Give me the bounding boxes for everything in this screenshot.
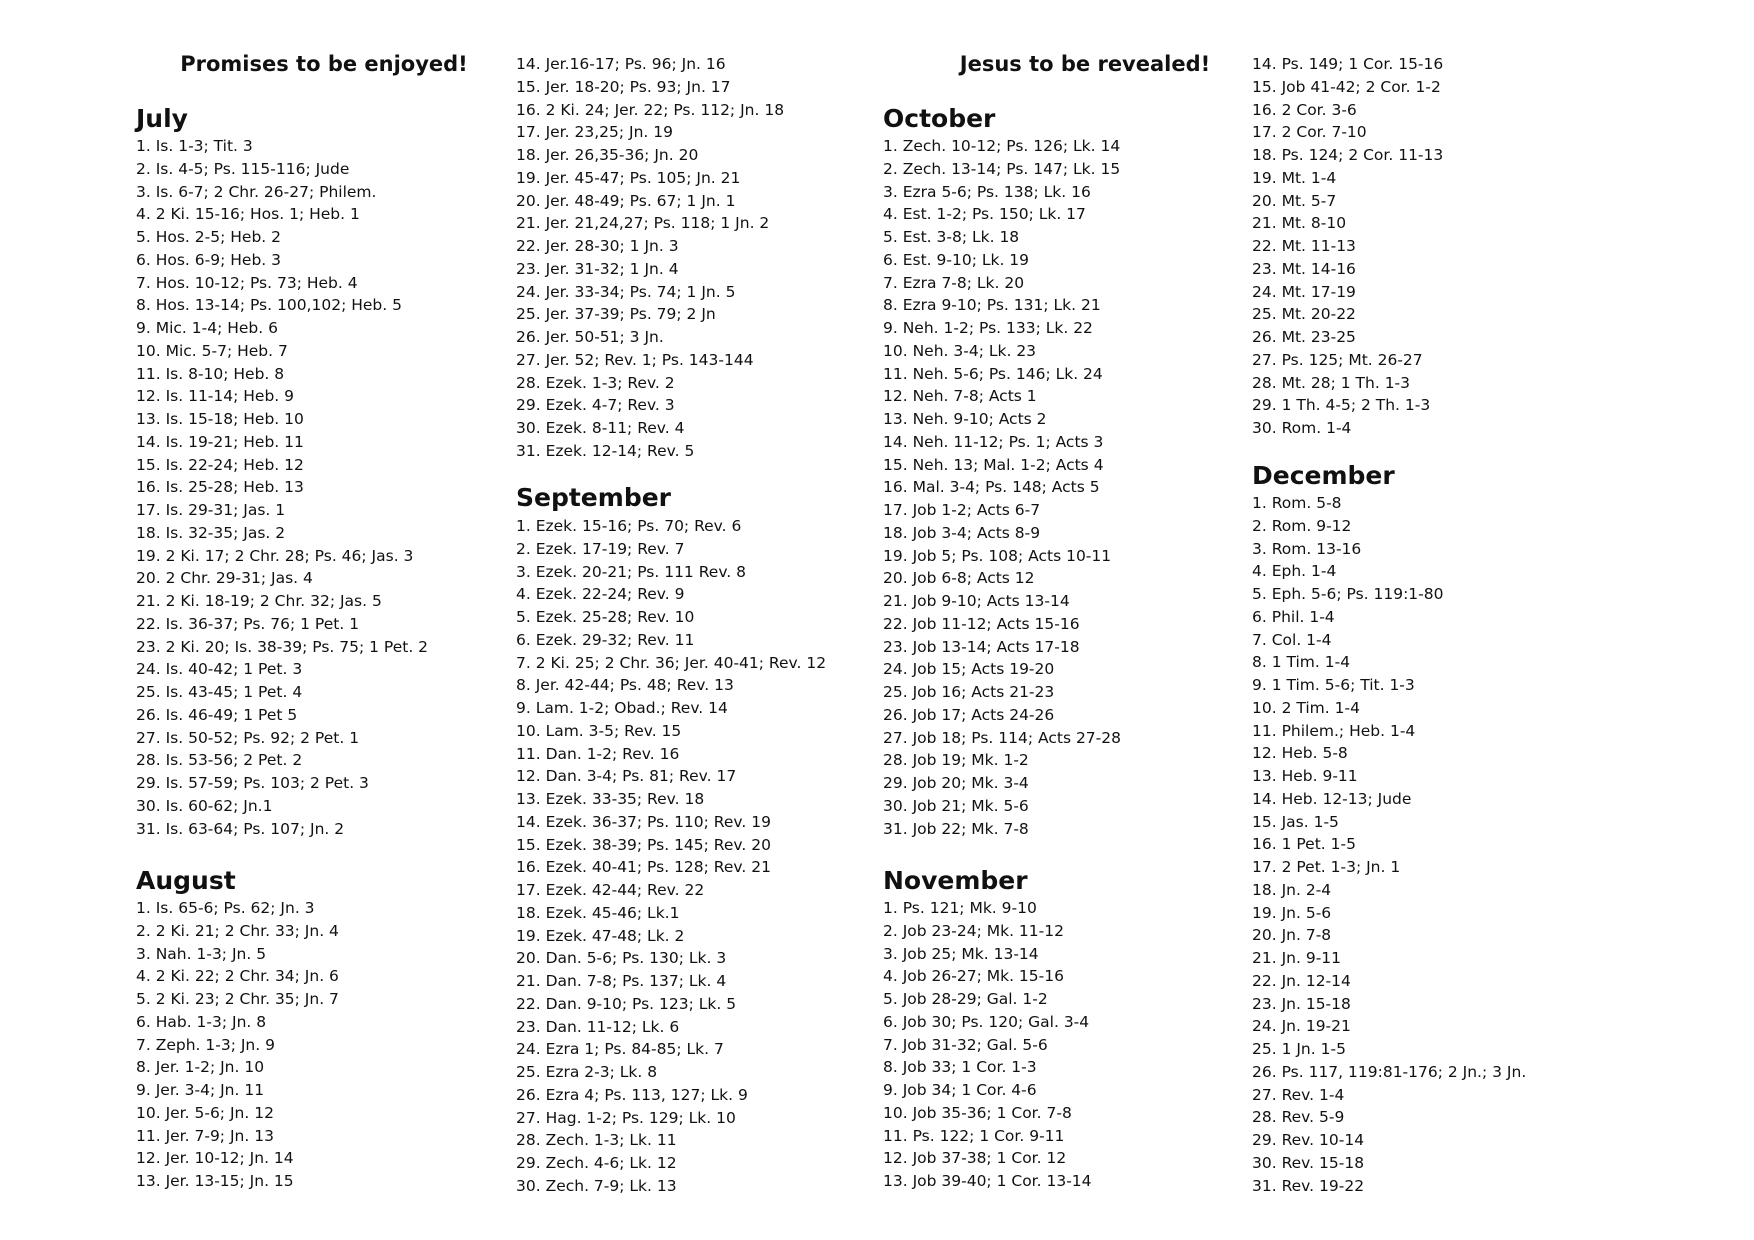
reading-item: 13. Job 39-40; 1 Cor. 13-14 [883,1172,1092,1190]
reading-item: 8. Hos. 13-14; Ps. 100,102; Heb. 5 [136,296,402,315]
reading-item: 22. Jer. 28-30; 1 Jn. 3 [516,237,679,255]
reading-item: 11. Is. 8-10; Heb. 8 [136,364,285,383]
reading-item: 8. Jer. 1-2; Jn. 10 [136,1058,265,1077]
reading-item: 3. Job 25; Mk. 13-14 [883,944,1039,963]
reading-item: 30. Rom. 1-4 [1252,419,1352,437]
reading-item: 27. Is. 50-52; Ps. 92; 2 Pet. 1 [136,728,360,747]
reading-item: 20. Jn. 7-8 [1252,926,1332,945]
reading-item: 26. Job 17; Acts 24-26 [883,705,1055,724]
month-title-september: September [516,483,671,512]
reading-item: 30. Zech. 7-9; Lk. 13 [516,1176,677,1195]
reading-item: 4. 2 Ki. 15-16; Hos. 1; Heb. 1 [136,205,360,224]
month-title-august: August [136,866,236,895]
reading-item: 6. Ezek. 29-32; Rev. 11 [516,630,695,649]
reading-item: 7. Job 31-32; Gal. 5-6 [883,1035,1048,1054]
reading-list-november-continued [1252,53,1443,440]
reading-item: 5. Hos. 2-5; Heb. 2 [136,228,281,246]
month-title-november: November [883,866,1028,895]
reading-list-september [516,515,826,1198]
reading-item: 23. 2 Ki. 20; Is. 38-39; Ps. 75; 1 Pet. 2 [136,637,429,656]
reading-item: 23. Mt. 14-16 [1252,259,1356,278]
reading-item: 15. Jas. 1-5 [1252,812,1339,831]
reading-item: 24. Mt. 17-19 [1252,282,1356,301]
reading-item: 7. Ezra 7-8; Lk. 20 [883,273,1025,292]
reading-item: 14. Is. 19-21; Heb. 11 [136,432,304,451]
reading-item: 13. Heb. 9-11 [1252,767,1358,785]
reading-item: 5. Eph. 5-6; Ps. 119:1-80 [1252,585,1444,603]
reading-item: 9. Job 34; 1 Cor. 4-6 [883,1081,1037,1099]
reading-item: 2. Is. 4-5; Ps. 115-116; Jude [136,159,350,178]
reading-list-november [883,897,1092,1193]
reading-item: 16. Mal. 3-4; Ps. 148; Acts 5 [883,478,1100,497]
reading-item: 10. Jer. 5-6; Jn. 12 [136,1103,274,1122]
reading-item: 17. Is. 29-31; Jas. 1 [136,501,286,519]
reading-item: 22. Dan. 9-10; Ps. 123; Lk. 5 [516,994,737,1013]
reading-item: 29. 1 Th. 4-5; 2 Th. 1-3 [1252,396,1431,415]
reading-item: 3. Rom. 13-16 [1252,539,1362,558]
reading-list-december [1252,492,1526,1197]
reading-item: 19. Jer. 45-47; Ps. 105; Jn. 21 [516,168,741,187]
reading-item: 16. Is. 25-28; Heb. 13 [136,478,304,497]
reading-item: 14. Ezek. 36-37; Ps. 110; Rev. 19 [516,812,771,831]
reading-item: 18. Ezek. 45-46; Lk.1 [516,903,680,922]
reading-item: 21. 2 Ki. 18-19; 2 Chr. 32; Jas. 5 [136,592,382,610]
reading-item: 9. Lam. 1-2; Obad.; Rev. 14 [516,699,728,717]
reading-item: 2. Ezek. 17-19; Rev. 7 [516,539,685,558]
reading-item: 20. 2 Chr. 29-31; Jas. 4 [136,569,313,588]
reading-item: 29. Ezek. 4-7; Rev. 3 [516,396,675,415]
reading-item: 16. 2 Cor. 3-6 [1252,100,1357,119]
reading-item: 22. Is. 36-37; Ps. 76; 1 Pet. 1 [136,614,360,633]
reading-item: 7. Zeph. 1-3; Jn. 9 [136,1035,275,1054]
reading-item: 3. Is. 6-7; 2 Chr. 26-27; Philem. [136,182,377,201]
reading-item: 4. Est. 1-2; Ps. 150; Lk. 17 [883,205,1086,224]
reading-item: 1. Rom. 5-8 [1252,494,1342,512]
reading-list-august-continued [516,53,784,463]
reading-item: 28. Rev. 5-9 [1252,1108,1345,1127]
reading-item: 23. Dan. 11-12; Lk. 6 [516,1017,680,1036]
reading-item: 15. Is. 22-24; Heb. 12 [136,455,304,474]
reading-item: 4. Ezek. 22-24; Rev. 9 [516,585,685,604]
reading-item: 5. 2 Ki. 23; 2 Chr. 35; Jn. 7 [136,990,339,1008]
reading-item: 18. Ps. 124; 2 Cor. 11-13 [1252,146,1444,164]
reading-list-july [136,135,428,840]
reading-item: 26. Ezra 4; Ps. 113, 127; Lk. 9 [516,1085,748,1104]
reading-item: 14. Ps. 149; 1 Cor. 15-16 [1252,55,1444,73]
reading-item: 12. Jer. 10-12; Jn. 14 [136,1149,294,1168]
reading-item: 20. Dan. 5-6; Ps. 130; Lk. 3 [516,949,727,968]
reading-item: 6. Hos. 6-9; Heb. 3 [136,250,281,269]
reading-item: 30. Rev. 15-18 [1252,1153,1365,1172]
reading-item: 28. Mt. 28; 1 Th. 1-3 [1252,373,1411,392]
reading-item: 7. Col. 1-4 [1252,630,1332,649]
reading-item: 19. Jn. 5-6 [1252,903,1332,922]
reading-item: 6. Hab. 1-3; Jn. 8 [136,1012,267,1031]
reading-item: 5. Ezek. 25-28; Rev. 10 [516,608,695,626]
reading-item: 26. Mt. 23-25 [1252,328,1356,346]
reading-item: 31. Job 22; Mk. 7-8 [883,819,1029,838]
month-title-december: December [1252,461,1395,490]
reading-item: 9. Mic. 1-4; Heb. 6 [136,319,278,337]
reading-item: 18. Jer. 26,35-36; Jn. 20 [516,146,699,164]
reading-item: 13. Ezek. 33-35; Rev. 18 [516,790,705,808]
reading-item: 9. Jer. 3-4; Jn. 11 [136,1081,265,1099]
reading-item: 24. Ezra 1; Ps. 84-85; Lk. 7 [516,1040,724,1059]
reading-item: 16. 2 Ki. 24; Jer. 22; Ps. 112; Jn. 18 [516,100,785,119]
reading-item: 20. Job 6-8; Acts 12 [883,569,1035,588]
reading-item: 7. Hos. 10-12; Ps. 73; Heb. 4 [136,273,358,292]
reading-item: 13. Is. 15-18; Heb. 10 [136,410,304,428]
month-title-july: July [136,104,188,133]
reading-item: 10. Mic. 5-7; Heb. 7 [136,341,288,360]
reading-item: 6. Est. 9-10; Lk. 19 [883,250,1030,269]
reading-item: 21. Mt. 8-10 [1252,214,1347,233]
reading-item: 15. Job 41-42; 2 Cor. 1-2 [1252,77,1441,96]
reading-item: 23. Jn. 15-18 [1252,994,1351,1013]
reading-item: 20. Mt. 5-7 [1252,191,1337,210]
reading-item: 12. Dan. 3-4; Ps. 81; Rev. 17 [516,767,737,786]
reading-item: 1. Ps. 121; Mk. 9-10 [883,899,1037,917]
reading-item: 14. Heb. 12-13; Jude [1252,789,1412,808]
reading-item: 25. 1 Jn. 1-5 [1252,1040,1346,1058]
reading-list-august [136,897,339,1193]
reading-item: 4. 2 Ki. 22; 2 Chr. 34; Jn. 6 [136,967,339,986]
reading-item: 2. Job 23-24; Mk. 11-12 [883,921,1064,940]
reading-item: 31. Ezek. 12-14; Rev. 5 [516,441,695,460]
reading-item: 26. Is. 46-49; 1 Pet 5 [136,705,298,724]
reading-item: 27. Jer. 52; Rev. 1; Ps. 143-144 [516,350,754,369]
reading-item: 26. Ps. 117, 119:81-176; 2 Jn.; 3 Jn. [1252,1062,1527,1081]
reading-item: 9. 1 Tim. 5-6; Tit. 1-3 [1252,676,1415,694]
reading-item: 13. Jer. 13-15; Jn. 15 [136,1172,294,1190]
reading-item: 17. 2 Cor. 7-10 [1252,123,1367,142]
reading-item: 5. Job 28-29; Gal. 1-2 [883,990,1048,1008]
reading-item: 18. Is. 32-35; Jas. 2 [136,523,286,542]
reading-item: 25. Ezra 2-3; Lk. 8 [516,1063,658,1081]
reading-item: 8. Job 33; 1 Cor. 1-3 [883,1058,1037,1077]
reading-item: 24. Job 15; Acts 19-20 [883,660,1055,679]
reading-item: 29. Is. 57-59; Ps. 103; 2 Pet. 3 [136,774,369,792]
reading-item: 5. Est. 3-8; Lk. 18 [883,228,1020,246]
reading-item: 27. Job 18; Ps. 114; Acts 27-28 [883,728,1121,747]
reading-item: 2. 2 Ki. 21; 2 Chr. 33; Jn. 4 [136,921,339,940]
reading-item: 17. Ezek. 42-44; Rev. 22 [516,881,705,899]
reading-item: 12. Is. 11-14; Heb. 9 [136,387,295,406]
reading-item: 29. Zech. 4-6; Lk. 12 [516,1154,677,1172]
reading-item: 1. Zech. 10-12; Ps. 126; Lk. 14 [883,137,1121,155]
reading-item: 29. Job 20; Mk. 3-4 [883,774,1029,792]
reading-item: 22. Mt. 11-13 [1252,237,1356,255]
reading-item: 15. Ezek. 38-39; Ps. 145; Rev. 20 [516,835,771,854]
reading-item: 28. Ezek. 1-3; Rev. 2 [516,373,675,392]
reading-item: 16. 1 Pet. 1-5 [1252,835,1356,854]
section-heading-promises: Promises to be enjoyed! [180,52,468,76]
reading-item: 8. Ezra 9-10; Ps. 131; Lk. 21 [883,296,1101,315]
reading-item: 16. Ezek. 40-41; Ps. 128; Rev. 21 [516,858,771,877]
reading-item: 11. Jer. 7-9; Jn. 13 [136,1126,274,1145]
reading-item: 7. 2 Ki. 25; 2 Chr. 36; Jer. 40-41; Rev. 12 [516,653,827,672]
reading-item: 30. Is. 60-62; Jn.1 [136,796,273,815]
reading-item: 12. Job 37-38; 1 Cor. 12 [883,1149,1067,1168]
reading-item: 17. Job 1-2; Acts 6-7 [883,501,1041,519]
reading-item: 8. Jer. 42-44; Ps. 48; Rev. 13 [516,676,734,695]
reading-item: 12. Neh. 7-8; Acts 1 [883,387,1037,406]
reading-item: 18. Job 3-4; Acts 8-9 [883,523,1041,542]
month-title-october: October [883,104,996,133]
reading-item: 4. Eph. 1-4 [1252,562,1337,581]
reading-item: 21. Jer. 21,24,27; Ps. 118; 1 Jn. 2 [516,214,770,233]
reading-item: 27. Rev. 1-4 [1252,1085,1345,1104]
reading-item: 21. Dan. 7-8; Ps. 137; Lk. 4 [516,972,727,990]
reading-list-october [883,135,1121,840]
reading-item: 20. Jer. 48-49; Ps. 67; 1 Jn. 1 [516,191,736,210]
reading-item: 24. Is. 40-42; 1 Pet. 3 [136,660,303,679]
reading-item: 30. Job 21; Mk. 5-6 [883,796,1029,815]
reading-item: 17. 2 Pet. 1-3; Jn. 1 [1252,858,1401,876]
reading-item: 18. Jn. 2-4 [1252,880,1332,899]
reading-item: 14. Neh. 11-12; Ps. 1; Acts 3 [883,432,1104,451]
reading-item: 25. Job 16; Acts 21-23 [883,683,1055,701]
reading-item: 14. Jer.16-17; Ps. 96; Jn. 16 [516,55,726,73]
reading-item: 6. Phil. 1-4 [1252,607,1335,626]
reading-item: 28. Job 19; Mk. 1-2 [883,751,1029,770]
reading-item: 23. Jer. 31-32; 1 Jn. 4 [516,259,679,278]
reading-item: 19. Ezek. 47-48; Lk. 2 [516,926,685,945]
reading-item: 27. Ps. 125; Mt. 26-27 [1252,350,1423,369]
reading-item: 2. Zech. 13-14; Ps. 147; Lk. 15 [883,159,1121,178]
reading-item: 28. Is. 53-56; 2 Pet. 2 [136,751,303,770]
reading-item: 22. Jn. 12-14 [1252,971,1351,990]
reading-item: 6. Job 30; Ps. 120; Gal. 3-4 [883,1012,1090,1031]
reading-item: 21. Jn. 9-11 [1252,949,1342,967]
reading-item: 8. 1 Tim. 1-4 [1252,653,1351,672]
reading-item: 19. 2 Ki. 17; 2 Chr. 28; Ps. 46; Jas. 3 [136,546,414,565]
reading-item: 28. Zech. 1-3; Lk. 11 [516,1131,677,1150]
reading-item: 12. Heb. 5-8 [1252,744,1348,763]
reading-item: 3. Nah. 1-3; Jn. 5 [136,944,267,963]
reading-item: 3. Ezra 5-6; Ps. 138; Lk. 16 [883,182,1091,201]
reading-item: 22. Job 11-12; Acts 15-16 [883,614,1080,633]
reading-item: 19. Mt. 1-4 [1252,168,1337,187]
reading-item: 11. Ps. 122; 1 Cor. 9-11 [883,1126,1065,1145]
reading-item: 1. Is. 1-3; Tit. 3 [136,137,253,155]
reading-item: 11. Neh. 5-6; Ps. 146; Lk. 24 [883,364,1103,383]
reading-item: 15. Jer. 18-20; Ps. 93; Jn. 17 [516,77,731,96]
reading-item: 15. Neh. 13; Mal. 1-2; Acts 4 [883,455,1104,474]
reading-item: 21. Job 9-10; Acts 13-14 [883,592,1070,610]
reading-item: 25. Is. 43-45; 1 Pet. 4 [136,683,303,701]
reading-item: 11. Dan. 1-2; Rev. 16 [516,744,680,763]
reading-item: 1. Is. 65-6; Ps. 62; Jn. 3 [136,899,315,917]
reading-item: 10. Job 35-36; 1 Cor. 7-8 [883,1103,1072,1122]
reading-item: 25. Mt. 20-22 [1252,305,1356,324]
reading-item: 3. Ezek. 20-21; Ps. 111 Rev. 8 [516,562,747,581]
reading-item: 31. Is. 63-64; Ps. 107; Jn. 2 [136,819,345,838]
reading-item: 25. Jer. 37-39; Ps. 79; 2 Jn [516,305,716,324]
reading-item: 19. Job 5; Ps. 108; Acts 10-11 [883,546,1112,565]
reading-item: 17. Jer. 23,25; Jn. 19 [516,123,673,142]
reading-item: 24. Jn. 19-21 [1252,1017,1351,1036]
reading-item: 13. Neh. 9-10; Acts 2 [883,410,1047,428]
reading-item: 10. Lam. 3-5; Rev. 15 [516,721,682,740]
reading-item: 9. Neh. 1-2; Ps. 133; Lk. 22 [883,319,1093,337]
reading-item: 24. Jer. 33-34; Ps. 74; 1 Jn. 5 [516,282,736,301]
reading-item: 23. Job 13-14; Acts 17-18 [883,637,1080,656]
reading-item: 11. Philem.; Heb. 1-4 [1252,721,1416,740]
reading-item: 26. Jer. 50-51; 3 Jn. [516,328,664,346]
reading-item: 10. 2 Tim. 1-4 [1252,698,1360,717]
reading-item: 29. Rev. 10-14 [1252,1131,1365,1149]
reading-item: 10. Neh. 3-4; Lk. 23 [883,341,1037,360]
reading-item: 27. Hag. 1-2; Ps. 129; Lk. 10 [516,1108,736,1127]
reading-item: 31. Rev. 19-22 [1252,1176,1365,1195]
reading-item: 1. Ezek. 15-16; Ps. 70; Rev. 6 [516,517,742,535]
reading-item: 2. Rom. 9-12 [1252,516,1352,535]
section-heading-jesus: Jesus to be revealed! [959,52,1211,76]
reading-item: 30. Ezek. 8-11; Rev. 4 [516,419,685,437]
reading-item: 4. Job 26-27; Mk. 15-16 [883,967,1064,986]
